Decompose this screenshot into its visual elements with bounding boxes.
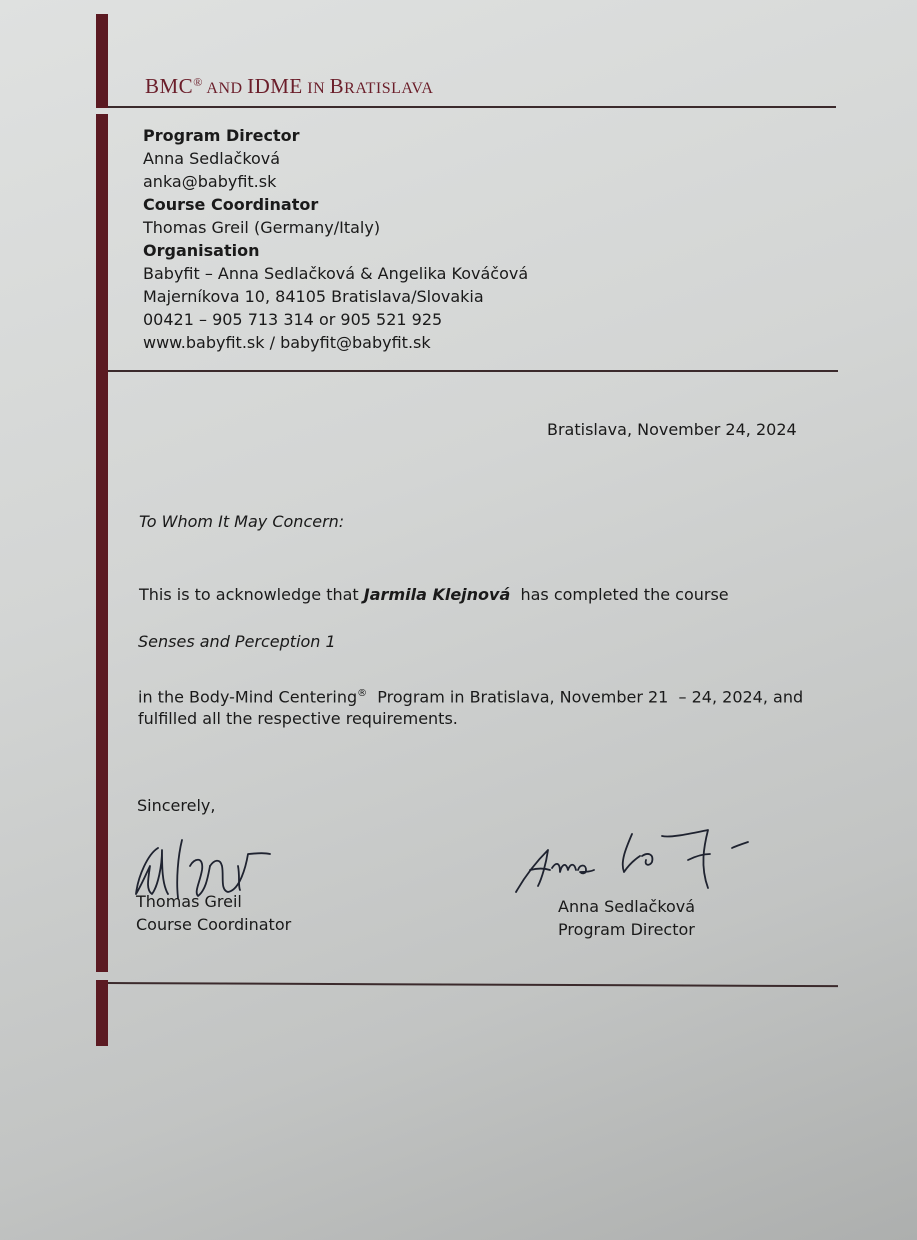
contact-divider (108, 370, 838, 372)
title-bmc: BMC (145, 74, 194, 98)
coordinator-name: Thomas Greil (Germany/Italy) (143, 218, 381, 237)
program-line-1-start: in the Body-Mind Centering (138, 687, 358, 707)
letter-date: Bratislava, November 24, 2024 (547, 420, 797, 439)
course-title: Senses and Perception 1 (138, 632, 336, 651)
program-paragraph (138, 683, 803, 730)
letterhead-title (145, 74, 433, 99)
salutation: To Whom It May Concern: (139, 512, 345, 531)
director-heading: Program Director (143, 126, 300, 145)
program-line-1 (138, 683, 803, 708)
header-divider (108, 106, 836, 108)
coordinator-heading: Course Coordinator (143, 195, 319, 214)
title-registered-mark: ® (193, 75, 203, 89)
director-name: Anna Sedlačková (143, 149, 281, 168)
signature-anna-sedlackova (512, 826, 752, 896)
acknowledgement-line (139, 585, 729, 604)
title-idme: IDME (247, 74, 303, 98)
signatory-left-role: Course Coordinator (136, 915, 292, 934)
signatory-right-name: Anna Sedlačková (558, 897, 696, 916)
signature-block-left (136, 890, 291, 936)
margin-bar-top (96, 14, 108, 108)
director-email: anka@babyfit.sk (143, 172, 277, 191)
margin-bar-bottom (96, 980, 108, 1046)
title-b: B (329, 74, 345, 98)
title-ratislava: RATISLAVA (344, 80, 434, 97)
title-in: IN (302, 80, 330, 97)
title-and: AND (202, 80, 248, 97)
program-line-1-end: Program in Bratislava, November 21 – 24, 2024, and (367, 687, 804, 707)
ack-suffix: has completed the course (510, 585, 729, 604)
program-line-2: fulfilled all the respective requirements. (138, 709, 458, 729)
organisation-heading: Organisation (143, 241, 260, 260)
signature-block-right (558, 895, 695, 941)
closing: Sincerely, (137, 796, 216, 815)
organisation-web: www.babyfit.sk / babyfit@babyfit.sk (143, 333, 431, 352)
organisation-address: Majerníkova 10, 84105 Bratislava/Slovakia (143, 287, 484, 306)
program-registered-mark: ® (357, 688, 368, 699)
organisation-phone: 00421 – 905 713 314 or 905 521 925 (143, 310, 443, 329)
participant-name: Jarmila Klejnová (363, 585, 511, 604)
footer-divider (108, 982, 838, 987)
signatory-left-name: Thomas Greil (136, 892, 242, 911)
organisation-name: Babyfit – Anna Sedlačková & Angelika Kováčová (143, 264, 529, 283)
contact-block (143, 124, 528, 354)
ack-prefix: This is to acknowledge that (139, 585, 364, 604)
margin-bar-middle (96, 114, 108, 972)
signatory-right-role: Program Director (558, 920, 695, 939)
